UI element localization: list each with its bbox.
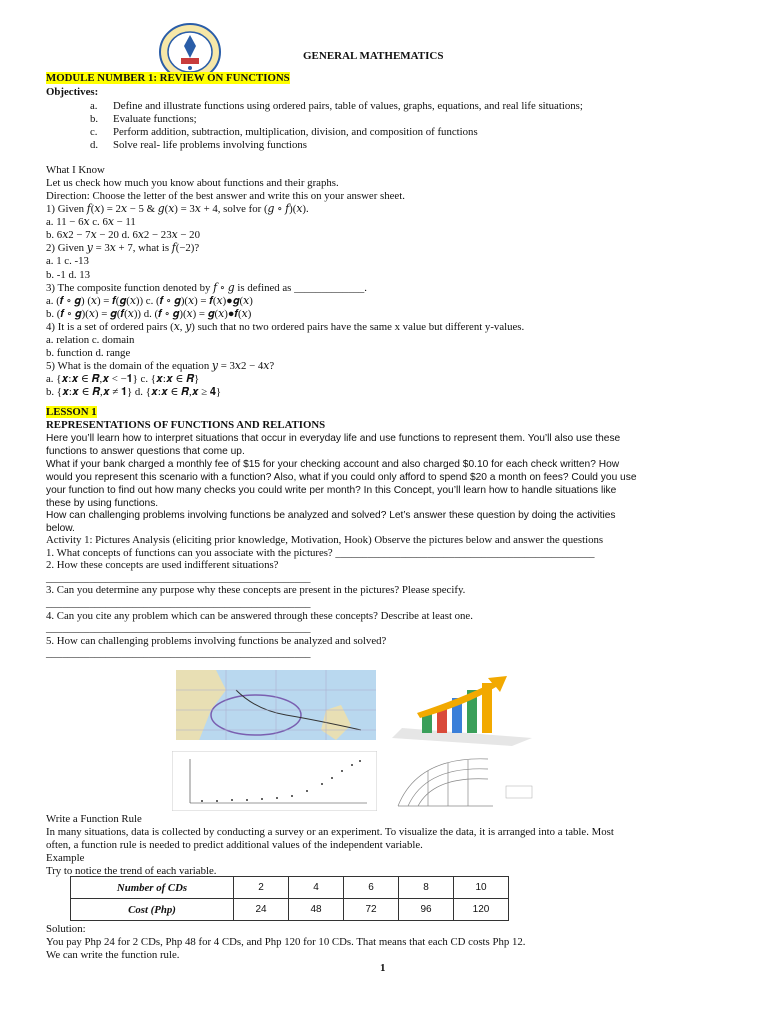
quiz-line: b. -1 d. 13 — [46, 268, 91, 281]
table-cell: 96 — [399, 899, 454, 921]
what-i-know-intro: Let us check how much you know about functions and their graphs. — [46, 177, 339, 189]
table-cell: 6 — [344, 877, 399, 899]
objective-text: Define and illustrate functions using ordered pairs, table of values, graphs, equations, and real life situations; — [113, 100, 583, 112]
lesson-intro-line: your function to find out how many checks you could write per month? In this Concept, you’ll learn how to handle situations like — [46, 484, 617, 496]
objective-text: Evaluate functions; — [113, 113, 197, 125]
objective-text: Perform addition, subtraction, multiplication, division, and composition of functions — [113, 126, 478, 138]
objective-letter: b. — [90, 113, 99, 125]
lesson-label: LESSON 1 — [46, 406, 97, 418]
solution-line: You pay Php 24 for 2 CDs, Php 48 for 4 CDs, and Php 120 for 10 CDs. That means that each CD costs Php 12. — [46, 936, 526, 948]
objective-text: Solve real- life problems involving functions — [113, 139, 308, 151]
activity-line: Activity 1: Pictures Analysis (eliciting prior knowledge, Motivation, Hook) Observe the pictures below and answer the questions — [46, 534, 604, 546]
table-cell: 120 — [454, 899, 509, 921]
table-row-label: Number of CDs — [71, 877, 234, 899]
activity-line: 4. Can you cite any problem which can be answered through these concepts? Describe at least one. — [46, 609, 473, 622]
quiz-line: a. (𝒇 ∘ 𝒈) (𝑥) = 𝒇(𝒈(𝑥)) c. (𝒇 ∘ 𝒈)(𝑥) = 𝒇(𝑥)●𝒈(𝑥) — [46, 294, 253, 307]
building-sketch-picture — [388, 751, 543, 813]
objectives-label: Objectives: — [46, 86, 99, 98]
objective-letter: a. — [90, 100, 98, 112]
lesson-intro-line: functions to answer questions that come up. — [46, 445, 245, 457]
solution-line: We can write the function rule. — [46, 949, 180, 961]
lesson-intro-line: How can challenging problems involving functions be analyzed and solved? Let’s answer these question by doing the activities — [46, 510, 616, 522]
direction-text: Direction: Choose the letter of the best answer and write this on your answer sheet. — [46, 190, 405, 202]
quiz-line: 3) The composite function denoted by 𝑓 ∘ 𝑔 is defined as _____________. — [46, 281, 367, 294]
activity-line: _________________________________________________ — [46, 622, 311, 635]
function-rule-line: Try to notice the trend of each variable. — [46, 865, 217, 877]
lesson-intro-line: these by using functions. — [46, 497, 159, 509]
quiz-line: b. (𝒇 ∘ 𝒈)(𝑥) = 𝒈(𝒇(𝑥)) d. (𝒇 ∘ 𝒈)(𝑥) = 𝒈(𝑥)●𝒇(𝑥) — [46, 307, 252, 320]
world-gdp-chart-picture — [172, 751, 377, 811]
quiz-line: 1) Given 𝑓(𝑥) = 2𝑥 − 5 & 𝑔(𝑥) = 3𝑥 + 4, solve for (𝑔 ∘ 𝑓)(𝑥). — [46, 203, 309, 215]
cds-cost-table — [70, 876, 509, 921]
objective-letter: d. — [90, 139, 99, 151]
activity-line: _________________________________________________ — [46, 597, 311, 609]
table-row — [71, 877, 509, 899]
solution-line: Solution: — [46, 923, 86, 935]
table-cell: 8 — [399, 877, 454, 899]
activity-line: 3. Can you determine any purpose why these concepts are present in the pictures? Please specify. — [46, 584, 466, 597]
what-i-know-heading: What I Know — [46, 164, 105, 176]
quiz-line: a. 11 − 6𝑥 c. 6𝑥 − 11 — [46, 216, 136, 229]
quiz-line: 5) What is the domain of the equation 𝑦 = 3𝑥2 − 4𝑥? — [46, 360, 275, 373]
function-rule-line: often, a function rule is needed to predict additional values of the independent variable. — [46, 839, 423, 851]
table-row-label: Cost (Php) — [71, 899, 234, 921]
function-rule-line: Write a Function Rule — [46, 813, 142, 825]
quiz-line: a. relation c. domain — [46, 334, 135, 346]
typhoon-track-map — [176, 670, 376, 748]
function-rule-line: Example — [46, 852, 85, 864]
quiz-line: 2) Given 𝑦 = 3𝑥 + 7, what is 𝑓(−2)? — [46, 242, 200, 255]
function-rule-line: In many situations, data is collected by conducting a survey or an experiment. To visualize the data, it is arranged into a table. Most — [46, 826, 614, 838]
activity-line: 5. How can challenging problems involving functions be analyzed and solved? — [46, 634, 387, 647]
quiz-line: b. {𝒙:𝒙 ∈ 𝑹,𝒙 ≠ 𝟏} d. {𝒙:𝒙 ∈ 𝑹,𝒙 ≥ 𝟒} — [46, 386, 222, 399]
table-cell: 72 — [344, 899, 399, 921]
page-title: GENERAL MATHEMATICS — [303, 50, 444, 62]
lesson-intro-line: What if your bank charged a monthly fee of $15 for your checking account and also charged $0.10 for each check written? How — [46, 458, 620, 470]
table-cell: 2 — [234, 877, 289, 899]
bar-graph-arrow-picture — [392, 668, 542, 746]
lesson-title: REPRESENTATIONS OF FUNCTIONS AND RELATIONS — [46, 419, 326, 431]
quiz-line: a. 1 c. -13 — [46, 255, 89, 268]
objective-letter: c. — [90, 126, 98, 138]
lesson-intro-line: below. — [46, 523, 75, 535]
quiz-line: b. 6𝑥2 − 7𝑥 − 20 d. 6𝑥2 − 23𝑥 − 20 — [46, 229, 200, 242]
activity-line: _________________________________________________ — [46, 647, 311, 660]
module-title: MODULE NUMBER 1: REVIEW ON FUNCTIONS — [46, 72, 290, 84]
table-cell: 4 — [289, 877, 344, 899]
activity-line: 2. How these concepts are used indifferent situations? — [46, 559, 279, 572]
table-cell: 24 — [234, 899, 289, 921]
activity-line: 1. What concepts of functions can you associate with the pictures? ________________________________________________ — [46, 546, 595, 559]
quiz-line: a. {𝒙:𝒙 ∈ 𝑹,𝒙 < −𝟏} c. {𝒙:𝒙 ∈ 𝑹} — [46, 373, 200, 386]
table-row — [71, 899, 509, 921]
quiz-line: 4) It is a set of ordered pairs (𝑥, 𝑦) such that no two ordered pairs have the same x value but different y-values. — [46, 320, 525, 333]
table-cell: 48 — [289, 899, 344, 921]
lesson-intro-line: Here you’ll learn how to interpret situations that occur in everyday life and use functions to represent them. You’ll also use these — [46, 433, 621, 444]
lesson-intro-line: would you represent this scenario with a function? Also, what if you could only afford to spend $20 a month on fees? Could you use — [46, 471, 637, 483]
page-number: 1 — [380, 962, 386, 974]
quiz-line: b. function d. range — [46, 347, 131, 360]
table-cell: 10 — [454, 877, 509, 899]
activity-line: _________________________________________________ — [46, 571, 311, 584]
